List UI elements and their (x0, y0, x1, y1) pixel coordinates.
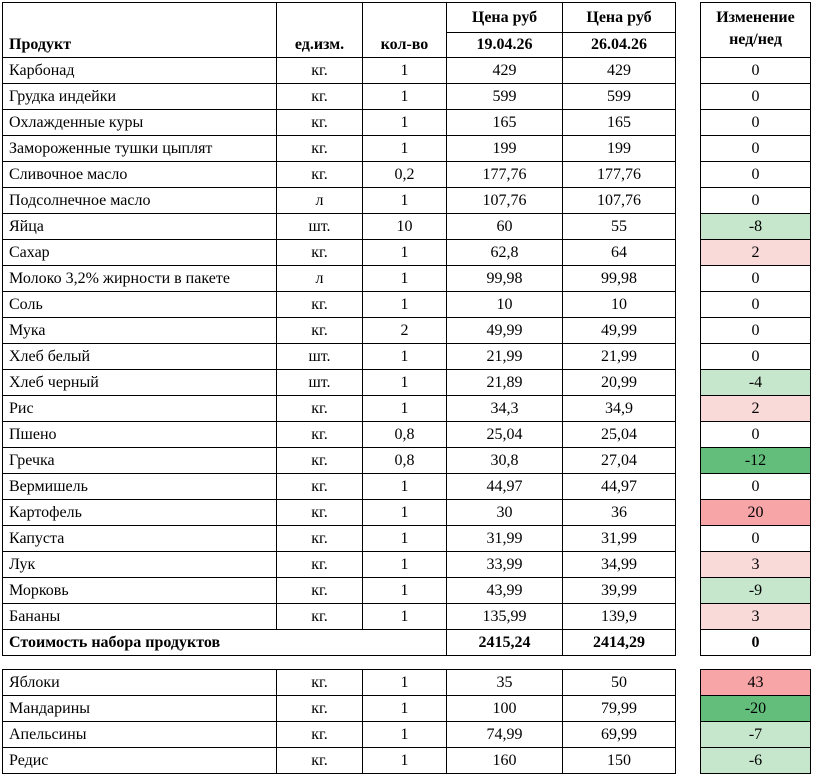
price-2-cell: 79,99 (563, 696, 676, 722)
price-2-cell: 34,99 (563, 552, 676, 578)
product-name: Вермишель (3, 474, 277, 500)
column-gap (676, 136, 701, 162)
header-row (3, 3, 811, 58)
product-name: Карбонад (3, 58, 277, 84)
total-change: 0 (701, 630, 811, 656)
table-row (3, 474, 811, 500)
qty-cell: 1 (363, 266, 447, 292)
table-row (3, 188, 811, 214)
change-cell: -6 (701, 748, 811, 774)
change-cell: 0 (701, 526, 811, 552)
total-empty-qty (363, 630, 447, 656)
product-name: Морковь (3, 578, 277, 604)
price-2-cell: 64 (563, 240, 676, 266)
column-gap (676, 110, 701, 136)
qty-cell: 1 (363, 696, 447, 722)
header-product: Продукт (3, 3, 277, 58)
unit-cell: кг. (277, 604, 363, 630)
price-1-cell: 62,8 (447, 240, 563, 266)
column-gap (676, 162, 701, 188)
price-2-cell: 31,99 (563, 526, 676, 552)
qty-cell: 1 (363, 240, 447, 266)
table-row (3, 552, 811, 578)
column-gap (676, 344, 701, 370)
change-cell: 0 (701, 292, 811, 318)
change-cell: 2 (701, 396, 811, 422)
qty-cell: 1 (363, 500, 447, 526)
table-row (3, 84, 811, 110)
qty-cell: 2 (363, 318, 447, 344)
unit-cell: шт. (277, 344, 363, 370)
header-change-line1: Изменение (716, 9, 795, 26)
product-name: Бананы (3, 604, 277, 630)
price-1-cell: 135,99 (447, 604, 563, 630)
product-name: Молоко 3,2% жирности в пакете (3, 266, 277, 292)
table-row (3, 396, 811, 422)
column-gap (676, 240, 701, 266)
change-cell: 3 (701, 552, 811, 578)
price-2-cell: 150 (563, 748, 676, 774)
change-cell: -4 (701, 370, 811, 396)
extra-table-row (3, 670, 811, 696)
header-change-line2: нед/нед (729, 31, 782, 48)
price-1-cell: 34,3 (447, 396, 563, 422)
column-gap (676, 474, 701, 500)
product-name: Пшено (3, 422, 277, 448)
column-gap (676, 578, 701, 604)
header-price-2-label: Цена руб (563, 6, 675, 33)
price-1-cell: 107,76 (447, 188, 563, 214)
column-gap (676, 292, 701, 318)
price-2-cell: 55 (563, 214, 676, 240)
qty-cell: 1 (363, 604, 447, 630)
change-cell: -9 (701, 578, 811, 604)
qty-cell: 1 (363, 58, 447, 84)
column-gap (676, 3, 701, 58)
price-1-cell: 429 (447, 58, 563, 84)
column-gap (676, 318, 701, 344)
change-cell: -7 (701, 722, 811, 748)
unit-cell: кг. (277, 318, 363, 344)
qty-cell: 1 (363, 722, 447, 748)
price-1-cell: 177,76 (447, 162, 563, 188)
product-name: Сливочное масло (3, 162, 277, 188)
price-2-cell: 599 (563, 84, 676, 110)
table-row (3, 292, 811, 318)
column-gap (676, 422, 701, 448)
extra-price-table (2, 669, 811, 774)
change-cell: -12 (701, 448, 811, 474)
qty-cell: 1 (363, 84, 447, 110)
total-price-1: 2415,24 (447, 630, 563, 656)
product-name: Рис (3, 396, 277, 422)
unit-cell: кг. (277, 552, 363, 578)
column-gap (676, 370, 701, 396)
unit-cell: кг. (277, 500, 363, 526)
product-name: Редис (3, 748, 277, 774)
qty-cell: 10 (363, 214, 447, 240)
unit-cell: л (277, 266, 363, 292)
change-cell: -8 (701, 214, 811, 240)
table-row (3, 214, 811, 240)
column-gap (676, 696, 701, 722)
extra-table-row (3, 748, 811, 774)
price-2-cell: 139,9 (563, 604, 676, 630)
qty-cell: 1 (363, 370, 447, 396)
unit-cell: кг. (277, 396, 363, 422)
price-2-cell: 107,76 (563, 188, 676, 214)
price-1-cell: 599 (447, 84, 563, 110)
column-gap (676, 214, 701, 240)
price-2-cell: 44,97 (563, 474, 676, 500)
table-row (3, 604, 811, 630)
price-2-cell: 177,76 (563, 162, 676, 188)
price-1-cell: 25,04 (447, 422, 563, 448)
unit-cell: кг. (277, 670, 363, 696)
qty-cell: 1 (363, 552, 447, 578)
change-cell: 0 (701, 266, 811, 292)
product-name: Замороженные тушки цыплят (3, 136, 277, 162)
change-cell: 0 (701, 474, 811, 500)
table-row (3, 110, 811, 136)
header-price-1-date: 19.04.26 (476, 36, 533, 53)
unit-cell: л (277, 188, 363, 214)
product-name: Подсолнечное масло (3, 188, 277, 214)
product-name: Яйца (3, 214, 277, 240)
unit-cell: кг. (277, 422, 363, 448)
extra-table-row (3, 696, 811, 722)
qty-cell: 1 (363, 292, 447, 318)
price-1-cell: 99,98 (447, 266, 563, 292)
qty-cell: 0,8 (363, 422, 447, 448)
unit-cell: кг. (277, 748, 363, 774)
price-1-cell: 199 (447, 136, 563, 162)
qty-cell: 1 (363, 136, 447, 162)
change-cell: 0 (701, 188, 811, 214)
column-gap (676, 670, 701, 696)
extra-table-row (3, 722, 811, 748)
change-cell: 0 (701, 344, 811, 370)
unit-cell: кг. (277, 240, 363, 266)
price-2-cell: 49,99 (563, 318, 676, 344)
qty-cell: 1 (363, 578, 447, 604)
price-2-cell: 34,9 (563, 396, 676, 422)
unit-cell: кг. (277, 84, 363, 110)
product-name: Грудка индейки (3, 84, 277, 110)
header-unit: ед.изм. (277, 3, 363, 58)
unit-cell: кг. (277, 136, 363, 162)
price-1-cell: 160 (447, 748, 563, 774)
header-change (701, 3, 811, 58)
product-name: Сахар (3, 240, 277, 266)
column-gap (676, 188, 701, 214)
table-row (3, 162, 811, 188)
change-cell: 3 (701, 604, 811, 630)
price-2-cell: 20,99 (563, 370, 676, 396)
header-price-1-label: Цена руб (447, 6, 562, 33)
column-gap (676, 748, 701, 774)
table-row (3, 500, 811, 526)
column-gap (676, 396, 701, 422)
price-1-cell: 31,99 (447, 526, 563, 552)
price-2-cell: 39,99 (563, 578, 676, 604)
change-cell: 20 (701, 500, 811, 526)
total-label: Стоимость набора продуктов (3, 630, 277, 656)
total-row (3, 630, 811, 656)
price-2-cell: 199 (563, 136, 676, 162)
column-gap (676, 448, 701, 474)
product-name: Соль (3, 292, 277, 318)
price-1-cell: 21,89 (447, 370, 563, 396)
unit-cell: кг. (277, 526, 363, 552)
product-name: Хлеб черный (3, 370, 277, 396)
product-name: Мандарины (3, 696, 277, 722)
column-gap (676, 266, 701, 292)
column-gap (676, 58, 701, 84)
product-name: Хлеб белый (3, 344, 277, 370)
product-name: Капуста (3, 526, 277, 552)
price-1-cell: 165 (447, 110, 563, 136)
price-1-cell: 21,99 (447, 344, 563, 370)
qty-cell: 1 (363, 188, 447, 214)
table-row (3, 422, 811, 448)
change-cell: 0 (701, 422, 811, 448)
table-row (3, 136, 811, 162)
qty-cell: 1 (363, 110, 447, 136)
product-name: Гречка (3, 448, 277, 474)
qty-cell: 1 (363, 670, 447, 696)
price-1-cell: 44,97 (447, 474, 563, 500)
unit-cell: кг. (277, 162, 363, 188)
table-row (3, 578, 811, 604)
product-name: Лук (3, 552, 277, 578)
change-cell: 0 (701, 110, 811, 136)
qty-cell: 1 (363, 474, 447, 500)
column-gap (676, 526, 701, 552)
unit-cell: кг. (277, 448, 363, 474)
qty-cell: 1 (363, 344, 447, 370)
qty-cell: 1 (363, 396, 447, 422)
change-cell: 0 (701, 58, 811, 84)
unit-cell: кг. (277, 578, 363, 604)
unit-cell: кг. (277, 696, 363, 722)
price-1-cell: 10 (447, 292, 563, 318)
product-name: Апельсины (3, 722, 277, 748)
product-name: Охлажденные куры (3, 110, 277, 136)
change-cell: 0 (701, 84, 811, 110)
price-1-cell: 49,99 (447, 318, 563, 344)
price-1-cell: 35 (447, 670, 563, 696)
change-cell: 0 (701, 318, 811, 344)
price-2-cell: 10 (563, 292, 676, 318)
column-gap (676, 630, 701, 656)
unit-cell: шт. (277, 214, 363, 240)
unit-cell: кг. (277, 292, 363, 318)
product-name: Мука (3, 318, 277, 344)
price-2-cell: 429 (563, 58, 676, 84)
qty-cell: 1 (363, 748, 447, 774)
unit-cell: шт. (277, 370, 363, 396)
change-cell: 43 (701, 670, 811, 696)
change-cell: -20 (701, 696, 811, 722)
price-2-cell: 21,99 (563, 344, 676, 370)
table-row (3, 240, 811, 266)
column-gap (676, 604, 701, 630)
price-1-cell: 43,99 (447, 578, 563, 604)
qty-cell: 1 (363, 526, 447, 552)
change-cell: 0 (701, 136, 811, 162)
header-price-1 (447, 3, 563, 58)
header-price-2-date: 26.04.26 (591, 36, 647, 53)
qty-cell: 0,2 (363, 162, 447, 188)
table-row (3, 318, 811, 344)
price-2-cell: 99,98 (563, 266, 676, 292)
header-qty: кол-во (363, 3, 447, 58)
price-1-cell: 30,8 (447, 448, 563, 474)
unit-cell: кг. (277, 474, 363, 500)
total-price-2: 2414,29 (563, 630, 676, 656)
price-2-cell: 36 (563, 500, 676, 526)
table-row (3, 58, 811, 84)
header-price-2 (563, 3, 676, 58)
unit-cell: кг. (277, 58, 363, 84)
column-gap (676, 722, 701, 748)
price-1-cell: 33,99 (447, 552, 563, 578)
table-row (3, 448, 811, 474)
qty-cell: 0,8 (363, 448, 447, 474)
price-1-cell: 60 (447, 214, 563, 240)
price-2-cell: 50 (563, 670, 676, 696)
price-2-cell: 25,04 (563, 422, 676, 448)
price-2-cell: 69,99 (563, 722, 676, 748)
price-1-cell: 100 (447, 696, 563, 722)
price-2-cell: 27,04 (563, 448, 676, 474)
product-name: Яблоки (3, 670, 277, 696)
column-gap (676, 500, 701, 526)
change-cell: 0 (701, 162, 811, 188)
total-empty-unit (277, 630, 363, 656)
table-row (3, 526, 811, 552)
table-row (3, 370, 811, 396)
table-row (3, 344, 811, 370)
unit-cell: кг. (277, 110, 363, 136)
product-name: Картофель (3, 500, 277, 526)
table-row (3, 266, 811, 292)
price-1-cell: 74,99 (447, 722, 563, 748)
main-price-table (2, 2, 811, 656)
column-gap (676, 84, 701, 110)
change-cell: 2 (701, 240, 811, 266)
unit-cell: кг. (277, 722, 363, 748)
price-1-cell: 30 (447, 500, 563, 526)
column-gap (676, 552, 701, 578)
price-2-cell: 165 (563, 110, 676, 136)
